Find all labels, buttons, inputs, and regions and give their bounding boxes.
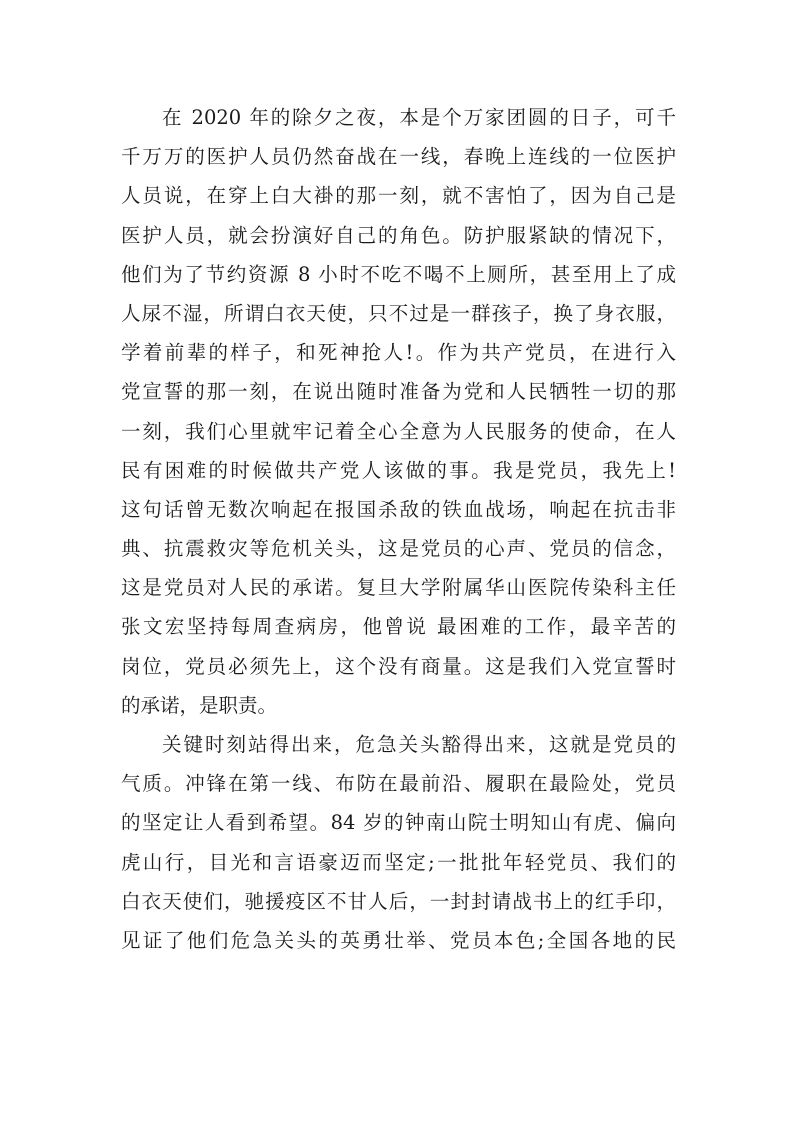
paragraph-line: 这是党员对人民的承诺。复旦大学附属华山医院传染科主任	[121, 576, 676, 600]
paragraph-line: 的坚定让人看到希望。84 岁的钟南山院士明知山有虎、偏向	[121, 811, 676, 835]
paragraph-line: 党宣誓的那一刻，在说出随时准备为党和人民牺牲一切的那	[121, 380, 676, 404]
paragraph-line: 白衣天使们，驰援疫区不甘人后，一封封请战书上的红手印，	[121, 889, 676, 913]
paragraph-line: 的承诺，是职责。	[121, 693, 278, 717]
paragraph-line: 虎山行，目光和言语豪迈而坚定;一批批年轻党员、我们的	[121, 850, 676, 874]
paragraph-line: 气质。冲锋在第一线、布防在最前沿、履职在最险处，党员	[121, 772, 676, 796]
paragraph-line: 在 2020 年的除夕之夜，本是个万家团圆的日子，可千	[162, 106, 676, 129]
paragraph-line: 关键时刻站得出来，危急关头豁得出来，这就是党员的	[162, 733, 676, 756]
paragraph-line: 医护人员，就会扮演好自己的角色。防护服紧缺的情况下，	[121, 223, 676, 247]
paragraph-line: 张文宏坚持每周查病房，他曾说 最困难的工作，最辛苦的	[121, 615, 676, 639]
document-body	[121, 98, 676, 960]
paragraph-line: 这句话曾无数次响起在报国杀敌的铁血战场，响起在抗击非	[121, 497, 676, 521]
paragraph-line: 岗位，党员必须先上，这个没有商量。这是我们入党宣誓时	[121, 654, 676, 678]
paragraph-line: 见证了他们危急关头的英勇壮举、党员本色;全国各地的民	[121, 928, 676, 952]
paragraph-line: 千万万的医护人员仍然奋战在一线，春晚上连线的一位医护	[121, 145, 676, 169]
paragraph-line: 人尿不湿，所谓白衣天使，只不过是一群孩子，换了身衣服，	[121, 301, 676, 325]
paragraph-line: 人员说，在穿上白大褂的那一刻，就不害怕了，因为自己是	[121, 184, 676, 208]
paragraph-line: 民有困难的时候做共产党人该做的事。我是党员，我先上!	[121, 458, 676, 482]
paragraph-2	[121, 725, 676, 960]
paragraph-line: 学着前辈的样子，和死神抢人!。作为共产党员，在进行入	[121, 341, 676, 365]
paragraph-1	[121, 98, 676, 725]
paragraph-line: 典、抗震救灾等危机关头，这是党员的心声、党员的信念，	[121, 537, 676, 561]
paragraph-line: 他们为了节约资源 8 小时不吃不喝不上厕所，甚至用上了成	[121, 262, 676, 286]
paragraph-line: 一刻，我们心里就牢记着全心全意为人民服务的使命，在人	[121, 419, 676, 443]
